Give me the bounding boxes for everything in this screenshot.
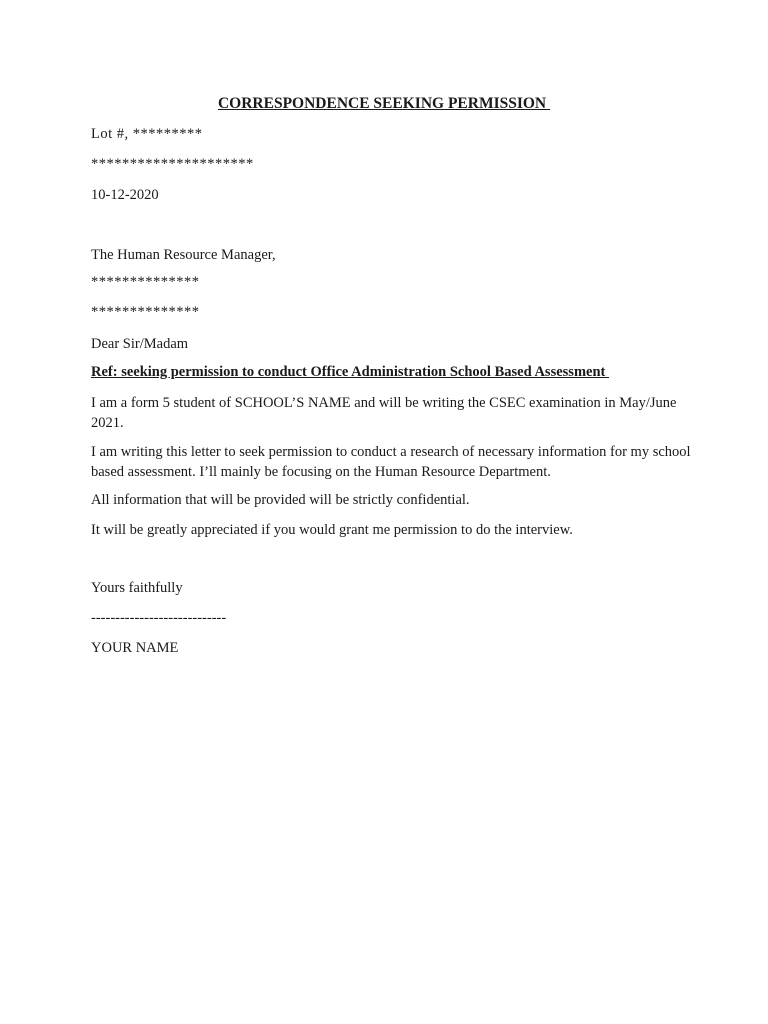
body-paragraph-3: All information that will be provided will be strictly confidential. [91, 492, 470, 508]
body-paragraph-1: I am a form 5 student of SCHOOL’S NAME and will be writing the CSEC examination in May/June 2021. [91, 395, 677, 431]
salutation: Dear Sir/Madam [91, 336, 189, 352]
signature-line: ---------------------------- [91, 610, 227, 626]
recipient-line3: ************** [91, 304, 200, 320]
letter-date: 10-12-2020 [91, 187, 159, 203]
reference-line: Ref: seeking permission to conduct Office Administration School Based Assessment [91, 364, 609, 380]
closing: Yours faithfully [91, 580, 183, 596]
sender-address-line2: ********************* [91, 156, 254, 172]
recipient-line2: ************** [91, 274, 200, 290]
signature-name: YOUR NAME [91, 640, 179, 656]
letter-title: CORRESPONDENCE SEEKING PERMISSION [217, 95, 551, 112]
recipient-title: The Human Resource Manager, [91, 247, 276, 263]
sender-address-line1: Lot #, ********* [91, 126, 203, 142]
body-paragraph-4: It will be greatly appreciated if you would grant me permission to do the interview. [91, 522, 573, 538]
body-paragraph-2: I am writing this letter to seek permission to conduct a research of necessary information for my school based assessment. I’ll mainly be focusing on the Human Resource Department. [91, 444, 691, 480]
